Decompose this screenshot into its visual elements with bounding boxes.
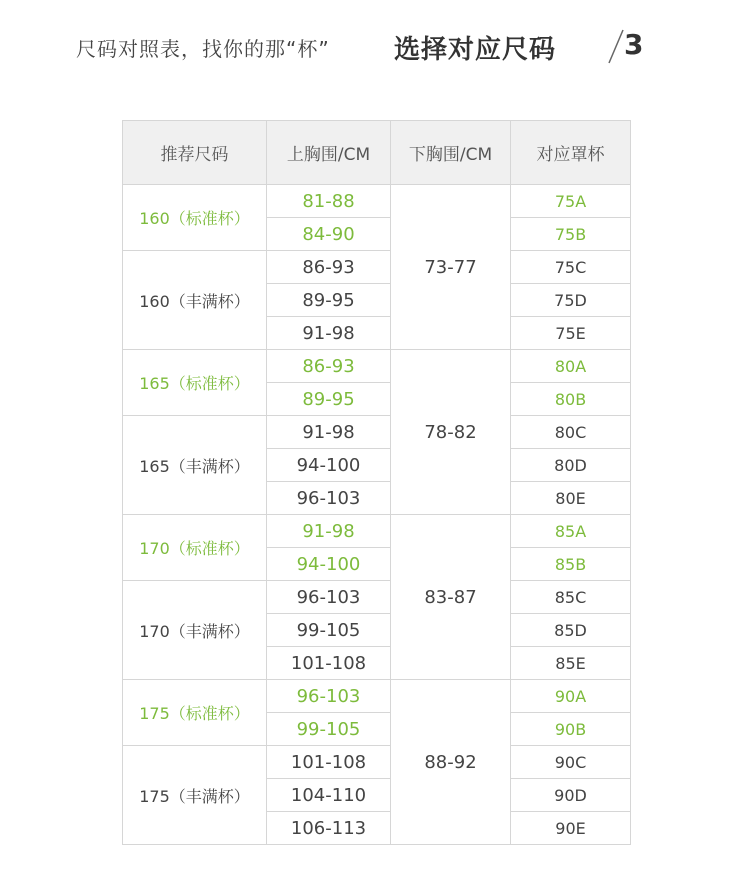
upper-bust-cell: 91-98 — [267, 515, 391, 548]
upper-bust-cell: 94-100 — [267, 449, 391, 482]
upper-bust-cell: 99-105 — [267, 713, 391, 746]
cup-size-cell: 85E — [511, 647, 631, 680]
cup-size-cell: 80C — [511, 416, 631, 449]
upper-bust-cell: 96-103 — [267, 581, 391, 614]
cup-size-cell: 90B — [511, 713, 631, 746]
cup-size-cell: 75B — [511, 218, 631, 251]
recommended-size-cell: 170（丰满杯） — [123, 581, 267, 680]
column-header-cup-size: 对应罩杯 — [511, 121, 631, 185]
column-header-recommended-size: 推荐尺码 — [123, 121, 267, 185]
page-header — [0, 0, 750, 100]
upper-bust-cell: 106-113 — [267, 812, 391, 845]
upper-bust-cell: 91-98 — [267, 416, 391, 449]
upper-bust-cell: 84-90 — [267, 218, 391, 251]
recommended-size-cell: 175（丰满杯） — [123, 746, 267, 845]
upper-bust-cell: 104-110 — [267, 779, 391, 812]
upper-bust-cell: 89-95 — [267, 383, 391, 416]
table-row — [123, 416, 631, 449]
upper-bust-cell: 96-103 — [267, 680, 391, 713]
recommended-size-cell: 165（丰满杯） — [123, 416, 267, 515]
upper-bust-cell: 86-93 — [267, 251, 391, 284]
under-bust-cell: 73-77 — [391, 185, 511, 350]
under-bust-cell: 88-92 — [391, 680, 511, 845]
table-row — [123, 581, 631, 614]
cup-size-cell: 80B — [511, 383, 631, 416]
cup-size-cell: 85D — [511, 614, 631, 647]
recommended-size-cell: 175（标准杯） — [123, 680, 267, 746]
upper-bust-cell: 96-103 — [267, 482, 391, 515]
table-header-row — [123, 121, 631, 185]
table-row — [123, 515, 631, 548]
page-number: 3 — [624, 28, 644, 61]
cup-size-cell: 75E — [511, 317, 631, 350]
cup-size-cell: 80E — [511, 482, 631, 515]
upper-bust-cell: 89-95 — [267, 284, 391, 317]
upper-bust-cell: 91-98 — [267, 317, 391, 350]
table-row — [123, 185, 631, 218]
upper-bust-cell: 94-100 — [267, 548, 391, 581]
upper-bust-cell: 101-108 — [267, 647, 391, 680]
page-title: 选择对应尺码 — [394, 35, 557, 65]
cup-size-cell: 80A — [511, 350, 631, 383]
recommended-size-cell: 165（标准杯） — [123, 350, 267, 416]
column-header-upper-bust: 上胸围/CM — [267, 121, 391, 185]
cup-size-cell: 85A — [511, 515, 631, 548]
cup-size-cell: 75C — [511, 251, 631, 284]
table-row — [123, 350, 631, 383]
recommended-size-cell: 170（标准杯） — [123, 515, 267, 581]
upper-bust-cell: 99-105 — [267, 614, 391, 647]
under-bust-cell: 78-82 — [391, 350, 511, 515]
recommended-size-cell: 160（标准杯） — [123, 185, 267, 251]
table-row — [123, 680, 631, 713]
cup-size-cell: 85C — [511, 581, 631, 614]
recommended-size-cell: 160（丰满杯） — [123, 251, 267, 350]
cup-size-cell: 90A — [511, 680, 631, 713]
subtitle: 尺码对照表，找你的那“杯” — [76, 37, 330, 61]
cup-size-cell: 75D — [511, 284, 631, 317]
cup-size-cell: 90D — [511, 779, 631, 812]
upper-bust-cell: 81-88 — [267, 185, 391, 218]
cup-size-cell: 75A — [511, 185, 631, 218]
upper-bust-cell: 86-93 — [267, 350, 391, 383]
size-chart-table — [122, 120, 631, 845]
table-row — [123, 251, 631, 284]
cup-size-cell: 90E — [511, 812, 631, 845]
table-body — [123, 185, 631, 845]
column-header-under-bust: 下胸围/CM — [391, 121, 511, 185]
cup-size-cell: 85B — [511, 548, 631, 581]
table-row — [123, 746, 631, 779]
upper-bust-cell: 101-108 — [267, 746, 391, 779]
cup-size-cell: 80D — [511, 449, 631, 482]
cup-size-cell: 90C — [511, 746, 631, 779]
under-bust-cell: 83-87 — [391, 515, 511, 680]
